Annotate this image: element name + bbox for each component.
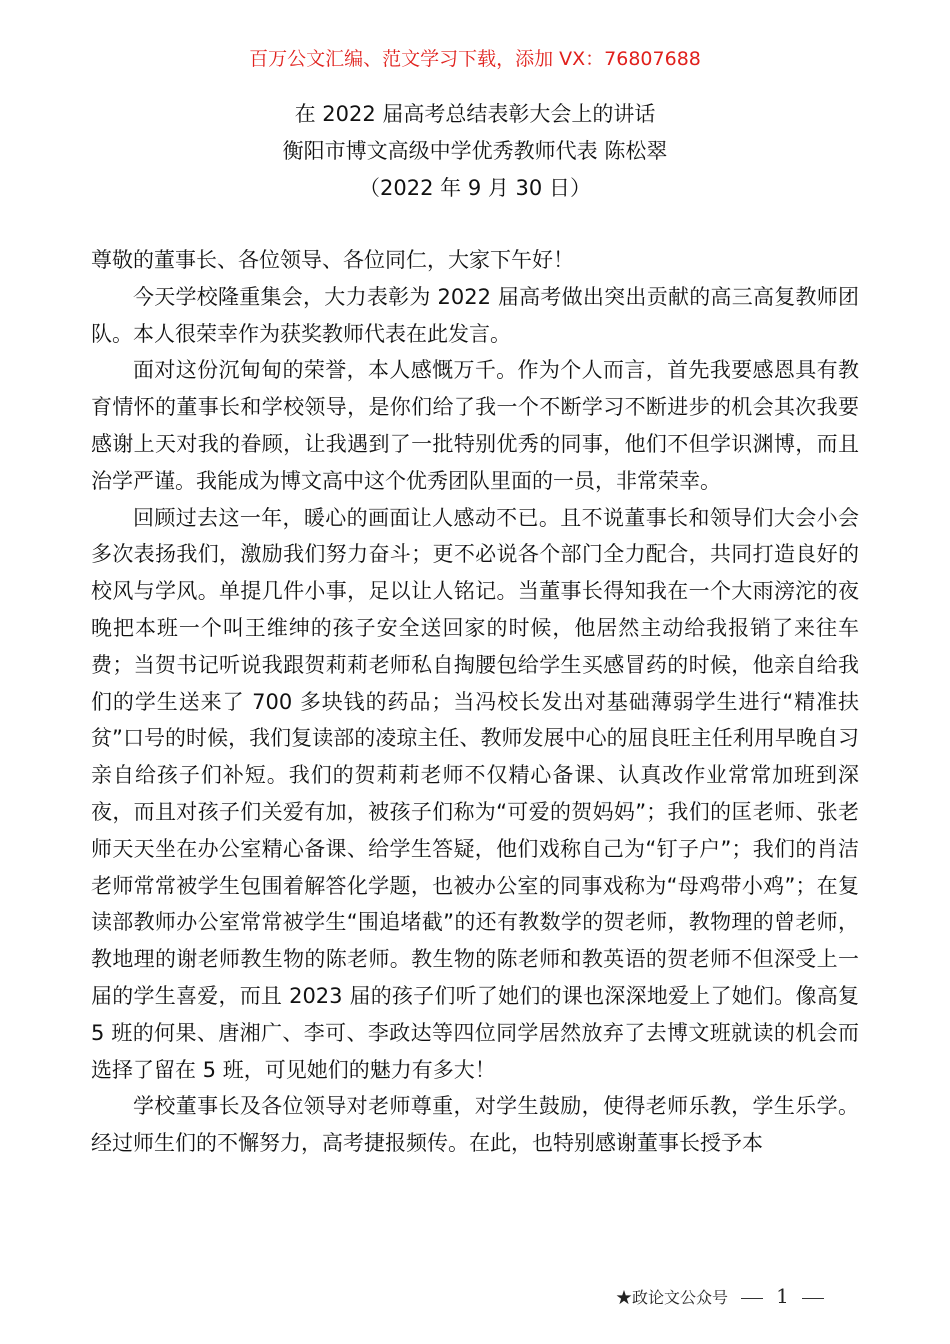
footer-source: ★政论文公众号 (615, 1288, 728, 1307)
paragraph: 面对这份沉甸甸的荣誉，本人感慨万千。作为个人而言，首先我要感恩具有教育情怀的董事长和学校领导，是你们给了我一个不断学习不断进步的机会其次我要感谢上天对我的眷顾，让我遇到了一批特别优秀的同事，他们不但学识渊博，而且治学严谨。我能成为博文高中这个优秀团队里面的一员，非常荣幸。 (91, 358, 859, 493)
dash-divider (802, 1298, 824, 1299)
paragraph: 回顾过去这一年，暖心的画面让人感动不已。且不说董事长和领导们大会小会多次表扬我们，激励我们努力奋斗；更不必说各个部门全力配合，共同打造良好的校风与学风。单提几件小事，足以让人铭记。当董事长得知我在一个大雨滂沱的夜晚把本班一个叫王维绅的孩子安全送回家的时候，他居然主动给我报销了来往车费；当贺书记听说我跟贺莉莉老师私自掏腰包给学生买感冒药的时候，他亲自给我们的学生送来了 700 多块钱的药品；当冯校长发出对基础薄弱学生进行“精准扶贫”口号的时候，我们复读部的凌琼主任、教师发展中心的屈良旺主任利用早晚自习亲自给孩子们补短。我们的贺莉莉老师不仅精心备课、认真改作业常常加班到深夜，而且对孩子们关爱有加，被孩子们称为“可爱的贺妈妈”；我们的匡老师、张老师天天坐在办公室精心备课、给学生答疑，他们戏称自己为“钉子户”；我们的肖洁老师常常被学生包围着解答化学题，也被办公室的同事戏称为“母鸡带小鸡”；在复读部教师办公室常常被学生“围追堵截”的还有教数学的贺老师，教物理的曾老师，教地理的谢老师教生物的陈老师。教生物的陈老师和教英语的贺老师不但深受上一届的学生喜爱，而且 2023 届的孩子们听了她们的课也深深地爱上了她们。像高复 5 班的何果、唐湘广、李可、李政达等四位同学居然放弃了去博文班就读的机会而选择了留在 5 班，可见她们的魅力有多大！ (91, 505, 859, 1082)
page-number: 1 (776, 1284, 789, 1308)
speech-date: （2022 年 9 月 30 日） (359, 176, 591, 200)
speaker-line: 衡阳市博文高级中学优秀教师代表 陈松翠 (282, 139, 668, 163)
header-banner: 百万公文汇编、范文学习下载，添加 VX：76807688 (249, 48, 701, 70)
speech-title: 在 2022 届高考总结表彰大会上的讲话 (294, 102, 656, 126)
dash-divider (741, 1298, 763, 1299)
speech-body (91, 242, 859, 1162)
paragraph: 学校董事长及各位领导对老师尊重，对学生鼓励，使得老师乐教，学生乐学。经过师生们的不懈努力，高考捷报频传。在此，也特别感谢董事长授予本 (91, 1094, 859, 1156)
page-footer (616, 1282, 832, 1312)
salutation: 尊敬的董事长、各位领导、各位同仁，大家下午好！ (91, 248, 574, 272)
paragraph: 今天学校隆重集会，大力表彰为 2022 届高考做出突出贡献的高三高复教师团队。本人很荣幸作为获奖教师代表在此发言。 (91, 284, 859, 346)
title-block (0, 96, 950, 207)
